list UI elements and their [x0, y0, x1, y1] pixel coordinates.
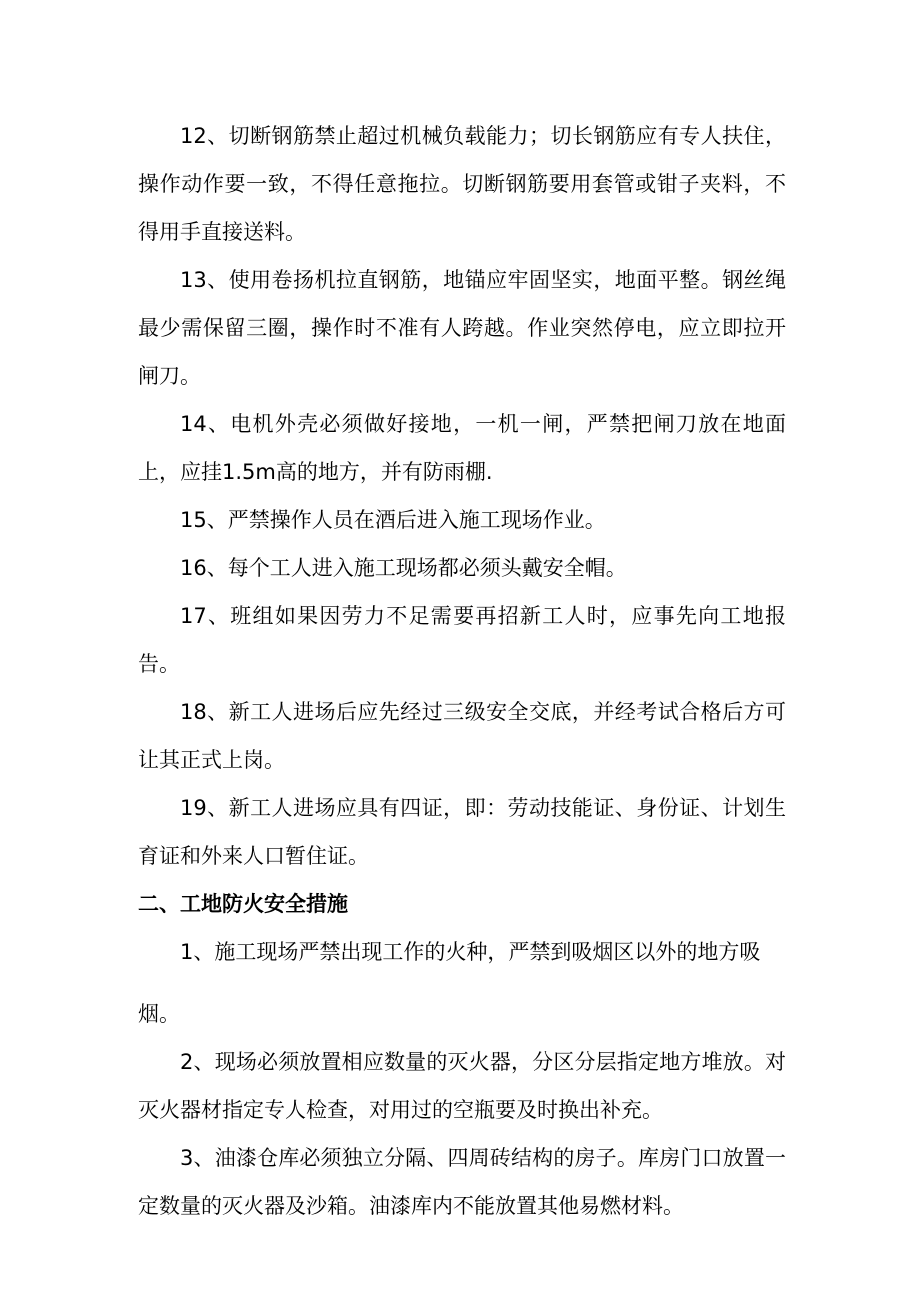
rule-item-16: 16、每个工人进入施工现场都必须头戴安全帽。 [180, 556, 627, 580]
section-heading-fire-safety: 二、工地防火安全措施 [138, 892, 348, 916]
fire-item-1-tail: 烟。 [138, 1002, 180, 1026]
rule-item-13: 13、使用卷扬机拉直钢筋，地锚应牢固坚实，地面平整。钢丝绳最少需保留三圈，操作时不准有人跨越。作业突然停电，应立即拉开闸刀。 [138, 268, 786, 388]
fire-item-2: 2、现场必须放置相应数量的灭火器，分区分层指定地方堆放。对灭火器材指定专人检查，对用过的空瓶要及时换出补充。 [138, 1050, 786, 1122]
rule-item-18: 18、新工人进场后应先经过三级安全交底，并经考试合格后方可让其正式上岗。 [138, 700, 786, 772]
rule-item-15: 15、严禁操作人员在酒后进入施工现场作业。 [180, 508, 606, 532]
fire-item-1 [138, 928, 786, 1038]
rule-item-14: 14、电机外壳必须做好接地，一机一闸，严禁把闸刀放在地面上，应挂1.5m高的地方，并有防雨棚. [138, 412, 786, 484]
document-page [138, 112, 786, 1230]
fire-item-1-line: 1、施工现场严禁出现工作的火种，严禁到吸烟区以外的地方吸 [180, 940, 761, 964]
rule-item-17: 17、班组如果因劳力不足需要再招新工人时，应事先向工地报告。 [138, 604, 786, 676]
fire-item-3: 3、油漆仓库必须独立分隔、四周砖结构的房子。库房门口放置一定数量的灭火器及沙箱。油漆库内不能放置其他易燃材料。 [138, 1146, 786, 1218]
rule-item-19: 19、新工人进场应具有四证，即：劳动技能证、身份证、计划生育证和外来人口暂住证。 [138, 796, 786, 868]
rule-item-12: 12、切断钢筋禁止超过机械负载能力；切长钢筋应有专人扶住，操作动作要一致，不得任意拖拉。切断钢筋要用套管或钳子夹料，不得用手直接送料。 [138, 124, 786, 244]
